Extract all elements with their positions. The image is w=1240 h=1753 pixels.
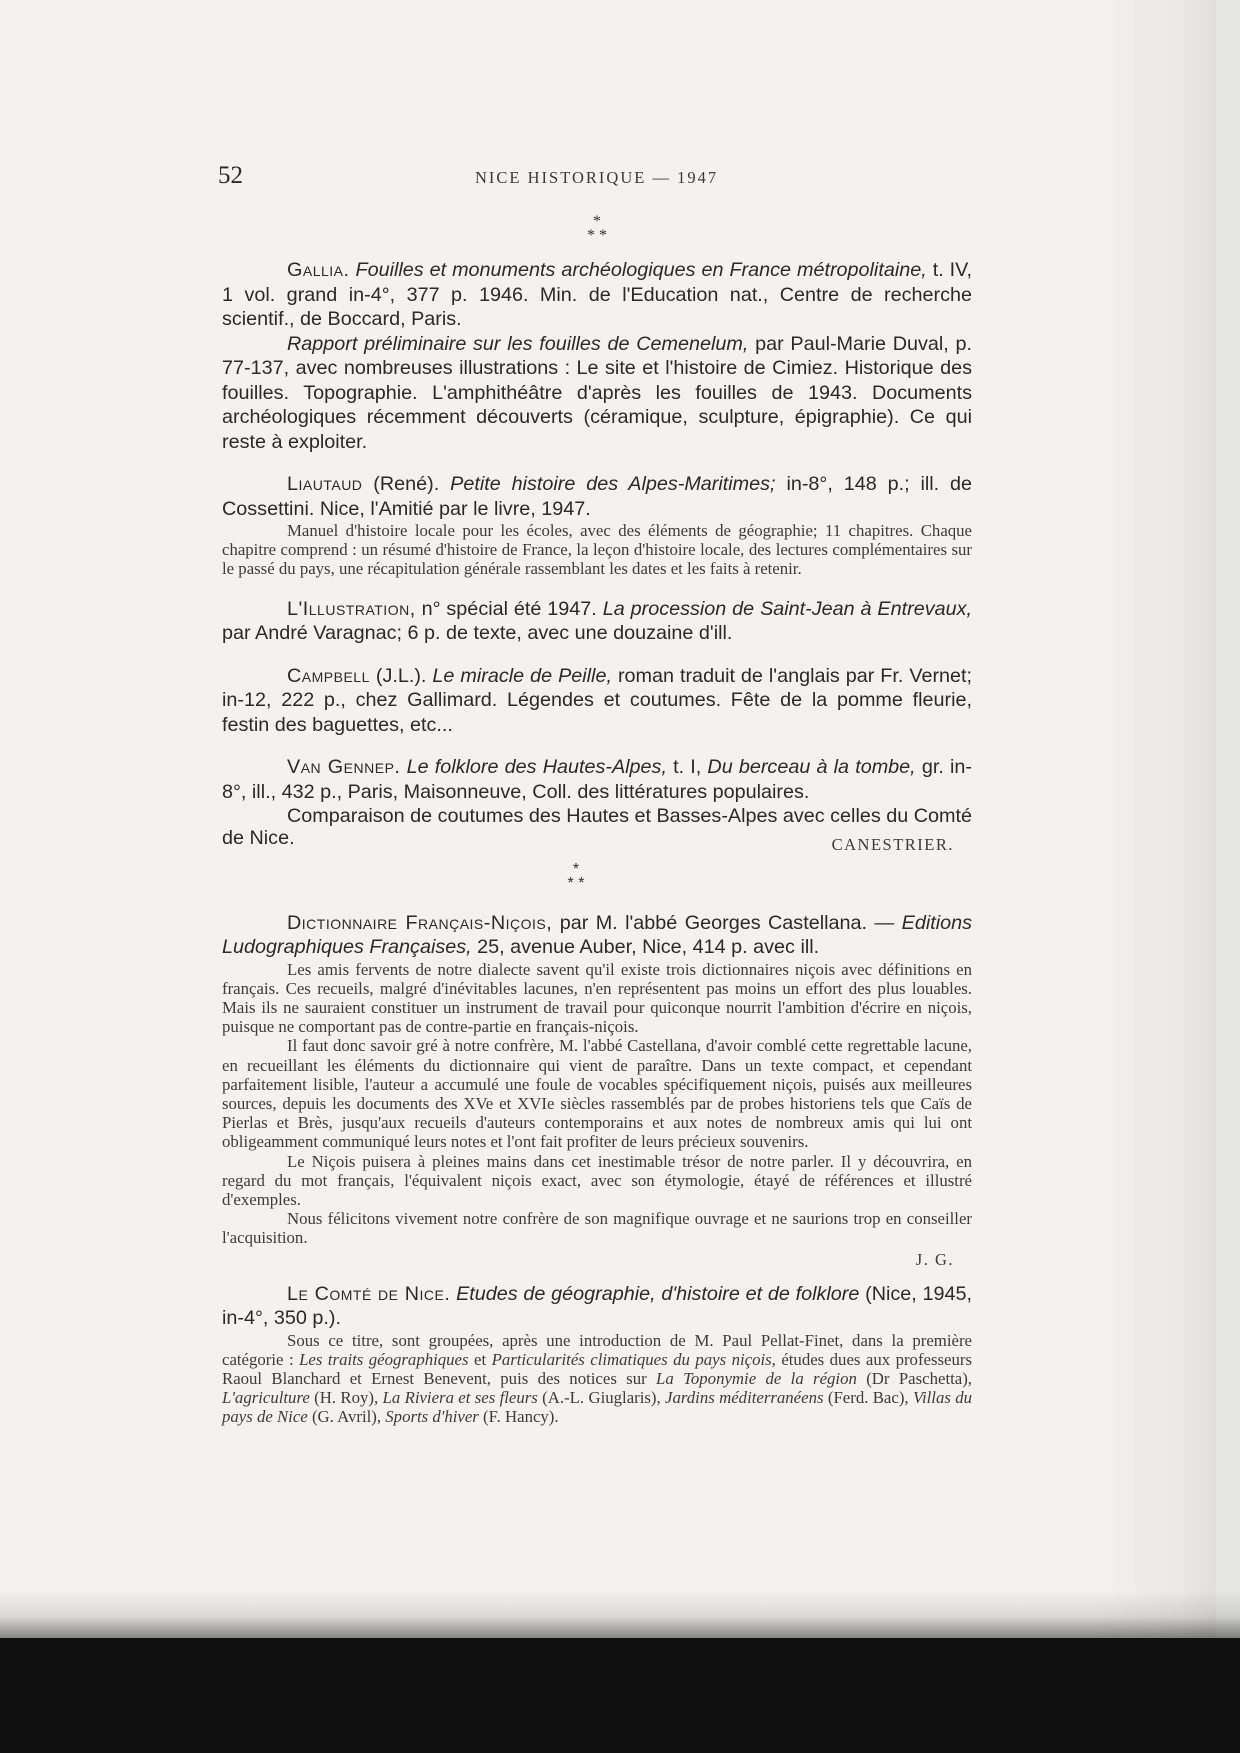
note-title: Particularités climatiques du pays niçois,: [491, 1349, 776, 1369]
entry-volume: t. I,: [673, 756, 702, 779]
entry-comte-de-nice: [222, 1282, 972, 1427]
entry-gallia: [222, 258, 972, 332]
star-top: *: [593, 213, 601, 230]
entry-publisher: Editions Ludographiques Françaises,: [222, 911, 973, 959]
entry-details: gr. in-8°, ill., 432 p., Paris, Maisonneuve, Coll. des littératures populaires.: [222, 756, 972, 803]
signature-jg: J. G.: [915, 1249, 954, 1269]
note-text: études dues aux professeurs Raoul Blanchard et Ernest Benevent, puis des notices sur: [222, 1349, 973, 1389]
note-text: (H. Roy),: [309, 1388, 383, 1408]
entry-author: Campbell: [287, 664, 370, 687]
scan-edge: [1216, 0, 1240, 1753]
note-text: (Ferd. Bac),: [823, 1388, 913, 1408]
entry-dictionnaire: [222, 911, 972, 1270]
entry-note: Manuel d'histoire locale pour les écoles, avec des éléments de géographie; 11 chapitres. Chaque chapitre comprend : un résumé d'histoire de France, la leçon d'histoire locale, des lectures complémentaires sur le passé du pays, une récapitulation générale rassemblant les dates et les faits à retenir.: [222, 521, 972, 579]
entry-title: Fouilles et monuments archéologiques en France métropolitaine,: [355, 259, 927, 281]
entry-campbell: [222, 664, 972, 738]
review-paragraph: Il faut donc savoir gré à notre confrère, M. l'abbé Castellana, d'avoir comblé cette regrettable lacune, en recueillant les éléments du dictionnaire qui vient de paraître. Dans un texte compact, et cependant parfaitement lisible, l'auteur a accumulé une foule de vocables spécifiquement niçois, puisés aux meilleures sources, depuis les documents des XVe et XVIe siècles rassemblés par de probes historiens tels que Caïs de Pierlas et Brès, jusqu'aux recueils d'auteurs contemporains et aux notes de nombreux amis qui lui ont obligeamment communiqué leurs notes et l'ont fait profiter de leurs précieux souvenirs.: [222, 1036, 972, 1152]
review-paragraph: Les amis fervents de notre dialecte savent qu'il existe trois dictionnaires niçois avec définitions en français. Ces recueils, malgré d'inévitables lacunes, n'en représentent pas moins un effort des plus louables. Mais ils ne sauraient constituer un instrument de travail pour quiconque nourrit l'ambition d'écrire en niçois, puisque ne comportant pas de contre-partie en français-niçois.: [222, 959, 972, 1037]
entry-details: par Paul-Marie Duval, p. 77-137, avec nombreuses illustrations : Le site et l'histoire de Cimiez. Historique des fouilles. Topographie. L'amphithéâtre d'après les fouilles de 1943. Documents archéologiques récemment découverts (céramique, sculpture, épigraphie). Ce qui reste à exploiter.: [222, 332, 973, 453]
star-pair: * *: [567, 874, 585, 892]
stars-middle: [536, 860, 616, 892]
entry-liautaud: [222, 472, 972, 579]
entry-details: par André Varagnac; 6 p. de texte, avec une douzaine d'ill.: [222, 622, 733, 645]
review-paragraph: Nous félicitons vivement notre confrère de son magnifique ouvrage et ne saurions trop en conseiller l'acquisition.: [222, 1209, 972, 1248]
note-title: La Toponymie de la région: [656, 1369, 857, 1389]
entry-title: La procession de Saint-Jean à Entrevaux,: [602, 597, 972, 620]
entry-author: Le Comté de Nice.: [287, 1282, 451, 1305]
note-title: Sports d'hiver: [385, 1407, 479, 1427]
review-paragraph: Le Niçois puisera à pleines mains dans cet inestimable trésor de notre parler. Il y découvrira, en regard du mot français, l'équivalent niçois exact, avec son étymologie, étayé de références et illustré d'exemples.: [222, 1151, 972, 1210]
scan-bottom-shadow: [0, 1590, 1240, 1638]
entry-author: Liautaud: [287, 473, 363, 495]
entry-title: Petite histoire des Alpes-Maritimes;: [450, 473, 776, 495]
running-head: NICE HISTORIQUE — 1947: [475, 168, 719, 187]
entry-details: (Nice, 1945, in-4°, 350 p.).: [222, 1282, 972, 1330]
bibliography-content: [222, 258, 972, 1427]
entry-rapport: [222, 332, 972, 455]
entry-comment-end: de Nice.: [222, 826, 295, 849]
note-title: Villas du pays de Nice: [222, 1388, 973, 1427]
section-separator-top: [557, 215, 637, 243]
entry-title: Rapport préliminaire sur les fouilles de Cemenelum,: [287, 332, 749, 355]
entry-issue: n° spécial été 1947.: [421, 597, 597, 620]
entry-author-firstname: (René).: [373, 473, 440, 495]
note-title: Jardins méditerranéens: [665, 1388, 824, 1408]
note-text: Sous ce titre, sont groupées, après une introduction de M. Paul Pellat-Finet, dans la première catégorie :: [222, 1330, 972, 1369]
note-text: et: [468, 1349, 492, 1369]
note-text: (G. Avril),: [307, 1407, 386, 1427]
entry-author: Gallia.: [287, 259, 350, 281]
note-title: L'agriculture: [222, 1388, 310, 1408]
entry-comment: Comparaison de coutumes des Hautes et Basses-Alpes avec celles du Comté: [287, 805, 972, 828]
entry-illustration: [222, 597, 972, 646]
note-text: (A.-L. Giuglaris),: [537, 1388, 666, 1408]
entry-details: in-8°, 148 p.; ill. de Cossettini. Nice, l'Amitié par le livre, 1947.: [222, 473, 972, 520]
entry-title: Le miracle de Peille,: [432, 664, 612, 687]
entry-author: Van Gennep.: [287, 756, 401, 779]
page-number: 52: [218, 162, 243, 189]
star-pair: * *: [587, 227, 607, 244]
entry-details: t. IV, 1 vol. grand in-4°, 377 p. 1946. Min. de l'Education nat., Centre de recherche scientif., de Boccard, Paris.: [222, 259, 973, 330]
note-title: Les traits géographiques: [299, 1349, 469, 1369]
entry-details: par M. l'abbé Georges Castellana. —: [559, 911, 895, 934]
section-separator-middle: [222, 853, 972, 911]
entry-comment-end-line: [222, 826, 972, 854]
entry-author: L'Illustration,: [287, 597, 416, 620]
entry-title: Etudes de géographie, d'histoire et de folklore: [456, 1282, 860, 1305]
note-text: (F. Hancy).: [478, 1407, 559, 1427]
note-title: La Riviera et ses fleurs: [382, 1388, 538, 1408]
entry-details: roman traduit de l'anglais par Fr. Vernet; in-12, 222 p., chez Gallimard. Légendes et coutumes. Fête de la pomme fleurie, festin des baguettes, etc...: [222, 664, 973, 736]
entry-publisher-details: 25, avenue Auber, Nice, 414 p. avec ill.: [477, 936, 820, 959]
star-top: *: [572, 860, 580, 878]
scan-bottom-band: [0, 1638, 1240, 1753]
entry-note: [222, 1331, 972, 1427]
note-text: (Dr Paschetta),: [856, 1369, 973, 1389]
entry-author: Dictionnaire Français-Niçois,: [287, 911, 553, 934]
entry-title: Le folklore des Hautes-Alpes,: [406, 756, 667, 779]
signature-canestrier: CANESTRIER.: [831, 834, 954, 854]
entry-van-gennep: [222, 755, 972, 853]
entry-author-firstname: (J.L.).: [375, 664, 427, 687]
entry-subtitle: Du berceau à la tombe,: [707, 756, 916, 779]
